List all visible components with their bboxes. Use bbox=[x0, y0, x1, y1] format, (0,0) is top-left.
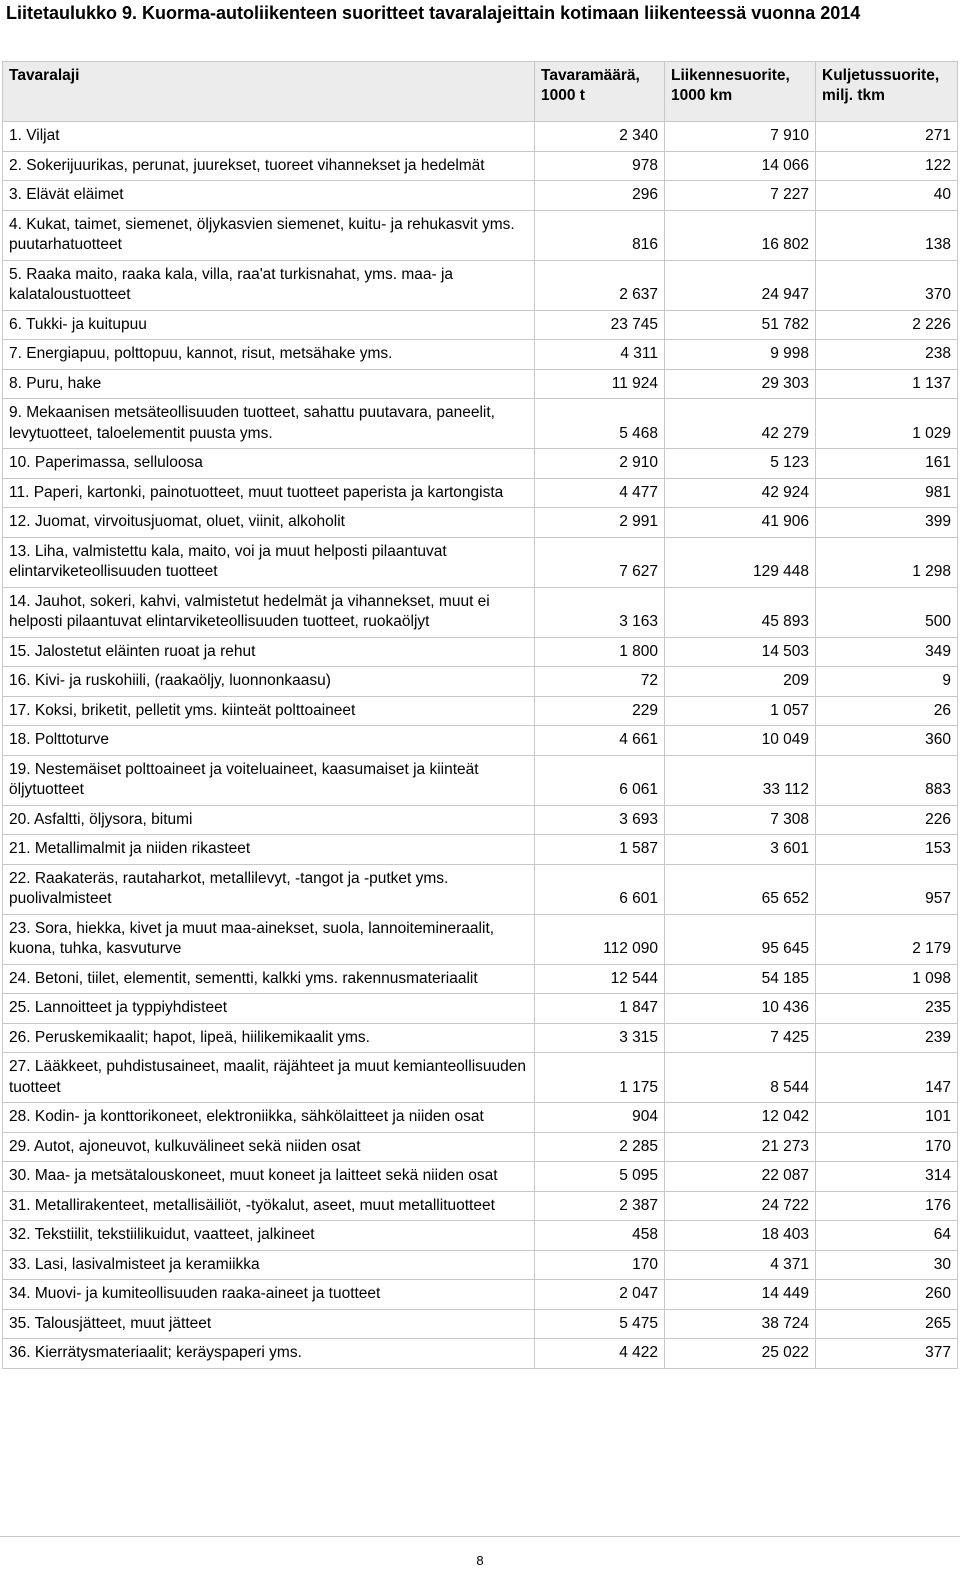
table-row bbox=[3, 864, 958, 914]
table-row bbox=[3, 587, 958, 637]
table-row bbox=[3, 340, 958, 370]
row-km-value: 10 436 bbox=[665, 994, 816, 1024]
table-row bbox=[3, 399, 958, 449]
row-label: 30. Maa- ja metsätalouskoneet, muut koneet ja laitteet sekä niiden osat bbox=[3, 1162, 535, 1192]
row-km-value: 45 893 bbox=[665, 587, 816, 637]
row-tkm-value: 314 bbox=[816, 1162, 958, 1192]
table-row bbox=[3, 914, 958, 964]
row-tkm-value: 101 bbox=[816, 1103, 958, 1133]
row-label: 36. Kierrätysmateriaalit; keräyspaperi yms. bbox=[3, 1339, 535, 1369]
row-km-value: 3 601 bbox=[665, 835, 816, 865]
table-row bbox=[3, 181, 958, 211]
row-tons-value: 978 bbox=[535, 151, 665, 181]
row-km-value: 209 bbox=[665, 667, 816, 697]
footer-divider bbox=[0, 1536, 960, 1537]
column-header-liikennesuorite: Liikennesuorite, 1000 km bbox=[665, 62, 816, 122]
row-tons-value: 1 847 bbox=[535, 994, 665, 1024]
table-row bbox=[3, 755, 958, 805]
row-km-value: 33 112 bbox=[665, 755, 816, 805]
row-tkm-value: 981 bbox=[816, 478, 958, 508]
row-tkm-value: 1 298 bbox=[816, 537, 958, 587]
table-row bbox=[3, 122, 958, 152]
row-tkm-value: 122 bbox=[816, 151, 958, 181]
row-tkm-value: 170 bbox=[816, 1132, 958, 1162]
table-row bbox=[3, 835, 958, 865]
row-tkm-value: 64 bbox=[816, 1221, 958, 1251]
row-tons-value: 3 163 bbox=[535, 587, 665, 637]
row-km-value: 65 652 bbox=[665, 864, 816, 914]
row-label: 10. Paperimassa, selluloosa bbox=[3, 449, 535, 479]
table-row bbox=[3, 508, 958, 538]
table-row bbox=[3, 994, 958, 1024]
row-tons-value: 5 468 bbox=[535, 399, 665, 449]
table-row bbox=[3, 1250, 958, 1280]
row-tons-value: 12 544 bbox=[535, 964, 665, 994]
row-tons-value: 4 661 bbox=[535, 726, 665, 756]
row-tkm-value: 176 bbox=[816, 1191, 958, 1221]
row-label: 19. Nestemäiset polttoaineet ja voiteluaineet, kaasumaiset ja kiinteät öljytuotteet bbox=[3, 755, 535, 805]
row-tkm-value: 2 226 bbox=[816, 310, 958, 340]
table-row bbox=[3, 537, 958, 587]
table-row bbox=[3, 260, 958, 310]
row-tons-value: 1 800 bbox=[535, 637, 665, 667]
table-row bbox=[3, 1053, 958, 1103]
row-km-value: 51 782 bbox=[665, 310, 816, 340]
row-tkm-value: 235 bbox=[816, 994, 958, 1024]
row-label: 15. Jalostetut eläinten ruoat ja rehut bbox=[3, 637, 535, 667]
column-header-kuljetussuorite: Kuljetussuorite, milj. tkm bbox=[816, 62, 958, 122]
row-km-value: 42 924 bbox=[665, 478, 816, 508]
row-tons-value: 72 bbox=[535, 667, 665, 697]
row-km-value: 7 910 bbox=[665, 122, 816, 152]
row-km-value: 41 906 bbox=[665, 508, 816, 538]
table-row bbox=[3, 1339, 958, 1369]
row-label: 13. Liha, valmistettu kala, maito, voi ja muut helposti pilaantuvat elintarviketeollisuuden tuotteet bbox=[3, 537, 535, 587]
row-tkm-value: 883 bbox=[816, 755, 958, 805]
row-km-value: 4 371 bbox=[665, 1250, 816, 1280]
row-tons-value: 5 475 bbox=[535, 1309, 665, 1339]
row-km-value: 25 022 bbox=[665, 1339, 816, 1369]
table-row bbox=[3, 805, 958, 835]
row-label: 20. Asfaltti, öljysora, bitumi bbox=[3, 805, 535, 835]
row-tons-value: 458 bbox=[535, 1221, 665, 1251]
row-tkm-value: 138 bbox=[816, 210, 958, 260]
table-row bbox=[3, 1103, 958, 1133]
row-tons-value: 170 bbox=[535, 1250, 665, 1280]
row-tkm-value: 265 bbox=[816, 1309, 958, 1339]
row-tkm-value: 1 029 bbox=[816, 399, 958, 449]
row-tkm-value: 1 137 bbox=[816, 369, 958, 399]
row-km-value: 42 279 bbox=[665, 399, 816, 449]
row-label: 21. Metallimalmit ja niiden rikasteet bbox=[3, 835, 535, 865]
row-label: 4. Kukat, taimet, siemenet, öljykasvien siemenet, kuitu- ja rehukasvit yms. puutarhatuotteet bbox=[3, 210, 535, 260]
row-label: 23. Sora, hiekka, kivet ja muut maa-ainekset, suola, lannoitemineraalit, kuona, tuhka, kasvuturve bbox=[3, 914, 535, 964]
row-tkm-value: 161 bbox=[816, 449, 958, 479]
row-tons-value: 112 090 bbox=[535, 914, 665, 964]
page-number: 8 bbox=[476, 1553, 484, 1568]
table-row bbox=[3, 210, 958, 260]
row-tkm-value: 2 179 bbox=[816, 914, 958, 964]
row-tons-value: 2 910 bbox=[535, 449, 665, 479]
row-km-value: 18 403 bbox=[665, 1221, 816, 1251]
row-label: 31. Metallirakenteet, metallisäiliöt, -työkalut, aseet, muut metallituotteet bbox=[3, 1191, 535, 1221]
row-km-value: 95 645 bbox=[665, 914, 816, 964]
row-km-value: 29 303 bbox=[665, 369, 816, 399]
row-tkm-value: 147 bbox=[816, 1053, 958, 1103]
row-tons-value: 1 587 bbox=[535, 835, 665, 865]
row-tkm-value: 260 bbox=[816, 1280, 958, 1310]
row-tons-value: 2 991 bbox=[535, 508, 665, 538]
row-tkm-value: 271 bbox=[816, 122, 958, 152]
row-km-value: 7 227 bbox=[665, 181, 816, 211]
table-row bbox=[3, 667, 958, 697]
row-tons-value: 1 175 bbox=[535, 1053, 665, 1103]
row-label: 11. Paperi, kartonki, painotuotteet, muut tuotteet paperista ja kartongista bbox=[3, 478, 535, 508]
row-tkm-value: 40 bbox=[816, 181, 958, 211]
column-header-tavaramaara: Tavaramäärä, 1000 t bbox=[535, 62, 665, 122]
row-label: 27. Lääkkeet, puhdistusaineet, maalit, räjähteet ja muut kemianteollisuuden tuotteet bbox=[3, 1053, 535, 1103]
row-tons-value: 6 601 bbox=[535, 864, 665, 914]
row-tons-value: 4 311 bbox=[535, 340, 665, 370]
row-tons-value: 3 693 bbox=[535, 805, 665, 835]
table-row bbox=[3, 1132, 958, 1162]
row-tkm-value: 239 bbox=[816, 1023, 958, 1053]
row-tons-value: 4 422 bbox=[535, 1339, 665, 1369]
row-km-value: 14 449 bbox=[665, 1280, 816, 1310]
table-body bbox=[3, 122, 958, 1369]
row-tons-value: 4 477 bbox=[535, 478, 665, 508]
freight-table bbox=[2, 61, 958, 1369]
row-label: 24. Betoni, tiilet, elementit, sementti, kalkki yms. rakennusmateriaalit bbox=[3, 964, 535, 994]
row-label: 26. Peruskemikaalit; hapot, lipeä, hiilikemikaalit yms. bbox=[3, 1023, 535, 1053]
table-row bbox=[3, 1309, 958, 1339]
row-label: 3. Elävät eläimet bbox=[3, 181, 535, 211]
table-row bbox=[3, 449, 958, 479]
row-label: 16. Kivi- ja ruskohiili, (raakaöljy, luonnonkaasu) bbox=[3, 667, 535, 697]
row-tons-value: 229 bbox=[535, 696, 665, 726]
row-km-value: 10 049 bbox=[665, 726, 816, 756]
table-header-row bbox=[3, 62, 958, 122]
page-title: Liitetaulukko 9. Kuorma-autoliikenteen suoritteet tavaralajeittain kotimaan liikenteessä vuonna 2014 bbox=[6, 3, 861, 23]
row-km-value: 7 425 bbox=[665, 1023, 816, 1053]
row-label: 7. Energiapuu, polttopuu, kannot, risut, metsähake yms. bbox=[3, 340, 535, 370]
row-label: 9. Mekaanisen metsäteollisuuden tuotteet, sahattu puutavara, paneelit, levytuotteet, taloelementit puusta yms. bbox=[3, 399, 535, 449]
row-km-value: 22 087 bbox=[665, 1162, 816, 1192]
row-tkm-value: 238 bbox=[816, 340, 958, 370]
table-row bbox=[3, 1280, 958, 1310]
row-label: 35. Talousjätteet, muut jätteet bbox=[3, 1309, 535, 1339]
row-km-value: 21 273 bbox=[665, 1132, 816, 1162]
row-km-value: 16 802 bbox=[665, 210, 816, 260]
column-header-tavaralaji: Tavaralaji bbox=[3, 62, 535, 122]
table-row bbox=[3, 696, 958, 726]
row-tons-value: 2 387 bbox=[535, 1191, 665, 1221]
row-tkm-value: 349 bbox=[816, 637, 958, 667]
row-tkm-value: 1 098 bbox=[816, 964, 958, 994]
row-tons-value: 2 340 bbox=[535, 122, 665, 152]
row-tons-value: 2 285 bbox=[535, 1132, 665, 1162]
row-label: 32. Tekstiilit, tekstiilikuidut, vaatteet, jalkineet bbox=[3, 1221, 535, 1251]
row-km-value: 5 123 bbox=[665, 449, 816, 479]
row-tkm-value: 26 bbox=[816, 696, 958, 726]
row-label: 34. Muovi- ja kumiteollisuuden raaka-aineet ja tuotteet bbox=[3, 1280, 535, 1310]
row-label: 6. Tukki- ja kuitupuu bbox=[3, 310, 535, 340]
row-tkm-value: 30 bbox=[816, 1250, 958, 1280]
row-tkm-value: 377 bbox=[816, 1339, 958, 1369]
row-label: 12. Juomat, virvoitusjuomat, oluet, viinit, alkoholit bbox=[3, 508, 535, 538]
row-label: 28. Kodin- ja konttorikoneet, elektroniikka, sähkölaitteet ja niiden osat bbox=[3, 1103, 535, 1133]
row-km-value: 12 042 bbox=[665, 1103, 816, 1133]
row-tkm-value: 9 bbox=[816, 667, 958, 697]
row-label: 18. Polttoturve bbox=[3, 726, 535, 756]
row-tons-value: 904 bbox=[535, 1103, 665, 1133]
row-tons-value: 5 095 bbox=[535, 1162, 665, 1192]
row-km-value: 8 544 bbox=[665, 1053, 816, 1103]
row-label: 2. Sokerijuurikas, perunat, juurekset, tuoreet vihannekset ja hedelmät bbox=[3, 151, 535, 181]
row-label: 5. Raaka maito, raaka kala, villa, raa'at turkisnahat, yms. maa- ja kalataloustuotteet bbox=[3, 260, 535, 310]
table-row bbox=[3, 478, 958, 508]
table-row bbox=[3, 726, 958, 756]
row-km-value: 9 998 bbox=[665, 340, 816, 370]
row-km-value: 38 724 bbox=[665, 1309, 816, 1339]
row-tkm-value: 500 bbox=[816, 587, 958, 637]
table-row bbox=[3, 1221, 958, 1251]
row-label: 14. Jauhot, sokeri, kahvi, valmistetut hedelmät ja vihannekset, muut ei helposti pilaantuvat elintarviketeollisuuden tuotteet, ruokaöljyt bbox=[3, 587, 535, 637]
row-km-value: 1 057 bbox=[665, 696, 816, 726]
table-row bbox=[3, 637, 958, 667]
row-tkm-value: 370 bbox=[816, 260, 958, 310]
table-row bbox=[3, 310, 958, 340]
row-tons-value: 2 637 bbox=[535, 260, 665, 310]
table-row bbox=[3, 1162, 958, 1192]
row-tons-value: 11 924 bbox=[535, 369, 665, 399]
table-row bbox=[3, 964, 958, 994]
row-tkm-value: 153 bbox=[816, 835, 958, 865]
row-km-value: 129 448 bbox=[665, 537, 816, 587]
row-tkm-value: 399 bbox=[816, 508, 958, 538]
row-label: 1. Viljat bbox=[3, 122, 535, 152]
row-tons-value: 296 bbox=[535, 181, 665, 211]
row-label: 8. Puru, hake bbox=[3, 369, 535, 399]
row-tons-value: 2 047 bbox=[535, 1280, 665, 1310]
row-tons-value: 816 bbox=[535, 210, 665, 260]
table-row bbox=[3, 1191, 958, 1221]
row-km-value: 14 503 bbox=[665, 637, 816, 667]
row-km-value: 24 947 bbox=[665, 260, 816, 310]
row-tkm-value: 957 bbox=[816, 864, 958, 914]
row-km-value: 14 066 bbox=[665, 151, 816, 181]
row-label: 25. Lannoitteet ja typpiyhdisteet bbox=[3, 994, 535, 1024]
table-row bbox=[3, 1023, 958, 1053]
row-label: 33. Lasi, lasivalmisteet ja keramiikka bbox=[3, 1250, 535, 1280]
row-tons-value: 3 315 bbox=[535, 1023, 665, 1053]
row-tons-value: 23 745 bbox=[535, 310, 665, 340]
row-tkm-value: 226 bbox=[816, 805, 958, 835]
row-km-value: 24 722 bbox=[665, 1191, 816, 1221]
row-km-value: 54 185 bbox=[665, 964, 816, 994]
row-label: 29. Autot, ajoneuvot, kulkuvälineet sekä niiden osat bbox=[3, 1132, 535, 1162]
table-row bbox=[3, 369, 958, 399]
row-tons-value: 7 627 bbox=[535, 537, 665, 587]
row-label: 22. Raakateräs, rautaharkot, metallilevyt, -tangot ja -putket yms. puolivalmisteet bbox=[3, 864, 535, 914]
row-label: 17. Koksi, briketit, pelletit yms. kiinteät polttoaineet bbox=[3, 696, 535, 726]
table-row bbox=[3, 151, 958, 181]
row-km-value: 7 308 bbox=[665, 805, 816, 835]
row-tkm-value: 360 bbox=[816, 726, 958, 756]
row-tons-value: 6 061 bbox=[535, 755, 665, 805]
